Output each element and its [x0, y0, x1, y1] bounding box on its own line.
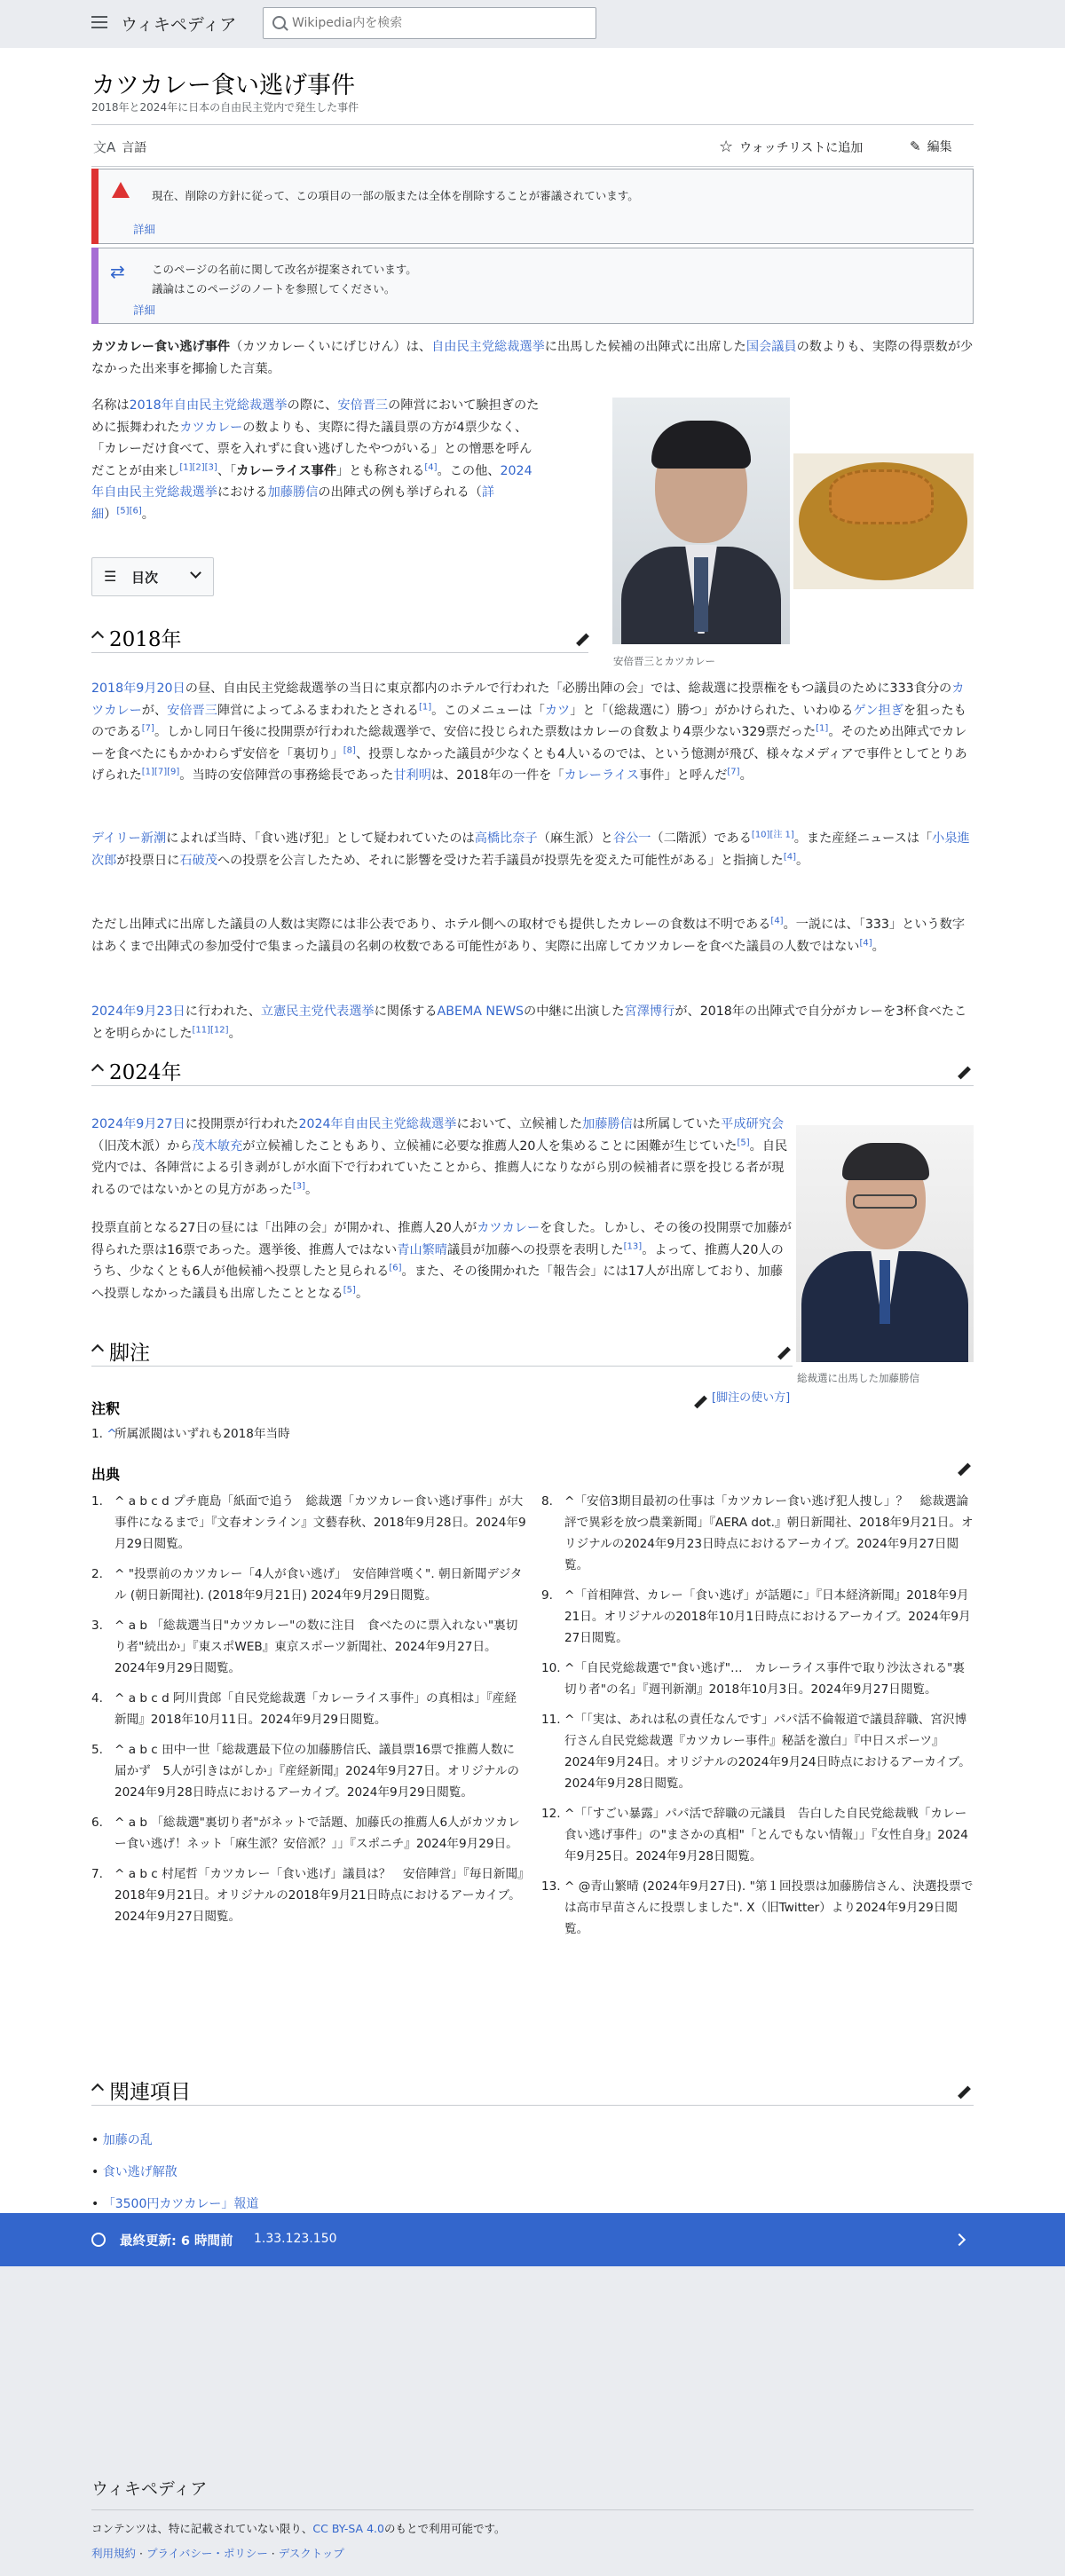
wiki-link[interactable]: 立憲民主党代表選挙 [260, 1004, 375, 1019]
related-link[interactable]: 加藤の乱 [102, 2133, 153, 2147]
wiki-link[interactable]: 2024年9月23日 [91, 1004, 185, 1019]
reference-item: 10. ^「自民党総裁選で"食い逃げ"… カレーライス事件で取り沙汰される"裏切り者"の名」『週刊新潮』2018年10月3日。2024年9月27日閲覧。 [541, 1661, 966, 1697]
pencil-icon: ✎ [910, 138, 921, 154]
citation-link[interactable]: [1][7][9] [141, 767, 180, 777]
citation-link[interactable]: [4] [859, 937, 872, 948]
footer-link[interactable]: デスクトップ [278, 2547, 344, 2560]
collapse-icon [91, 1064, 104, 1076]
wiki-link[interactable]: カツカレー [477, 1221, 540, 1235]
wiki-link[interactable]: ゲン担ぎ [853, 703, 903, 718]
clock-icon [91, 2233, 106, 2247]
edit-button[interactable]: ✎ 編集 [910, 138, 952, 154]
citation-link[interactable]: [10][注 1] [751, 830, 794, 840]
citation-link[interactable]: [4] [770, 916, 784, 926]
footnote-help-link[interactable]: [脚注の使い方] [712, 1391, 791, 1405]
last-edited-bar[interactable]: 最終更新: 6 時間前 1.33.123.150 [0, 2213, 1065, 2266]
wiki-link[interactable]: 2024 [500, 463, 532, 478]
star-icon: ☆ [719, 138, 734, 156]
wiki-link[interactable]: 2024年自由民主党総裁選挙 [298, 1117, 457, 1131]
kato-photo[interactable] [796, 1125, 974, 1362]
toc-button[interactable]: ☰ 目次 [91, 557, 214, 596]
watchlist-button[interactable]: ☆ ウォッチリストに追加 [719, 138, 864, 156]
reference-item: 13. ^ @青山繁晴 (2024年9月27日). "第１回投票は加藤勝信さん、決選投票では高市早苗さんに投票しました". X（旧Twitter）より2024年9月29日閲覧。 [541, 1879, 974, 1936]
s2024-paragraph-2: 投票直前となる27日の昼には「出陣の会」が開かれ、推薦人20人がカツカレーを食した。しかし、その後の投開票で加藤が得られた票は16票であった。選挙後、推薦人ではない青山繁晴議員が加藤への投票を表明した[13]。よって、推薦人20人のうち、少なくとも6人が他候補へ投票したと見られる[6]。また、その後開かれた「報告会」には17人が出席しており、加藤へ投票しなかった議員も出席したこととなる[5]。 [91, 1221, 792, 1301]
notice-text: 現在、削除の方針に従って、この項目の一部の版または全体を削除することが審議されています。 [152, 189, 639, 202]
abe-photo[interactable] [612, 398, 790, 644]
citation-link[interactable]: [5] [343, 1284, 356, 1295]
language-button[interactable]: 文A 言語 [93, 139, 147, 155]
wiki-link[interactable]: 加藤勝信 [582, 1117, 633, 1131]
warning-icon [112, 182, 130, 198]
section-heading-2018[interactable]: 2018年 [91, 623, 588, 653]
footer-logo: ウィキペディア [91, 2479, 208, 2499]
sources-list-left [91, 1491, 526, 1936]
s2018-paragraph-4: 2024年9月23日に行われた、立憲民主党代表選挙に関係するABEMA NEWSの中継に出演した宮澤博行が、2018年の出陣式で自分がカレーを3杯食べたことを明らかにした[11][12]。 [91, 1004, 967, 1041]
edit-section-icon[interactable] [957, 1067, 971, 1081]
sources-heading: 出典 [91, 1466, 121, 1483]
s2024-paragraph-1: 2024年9月27日に投開票が行われた2024年自由民主党総裁選挙において、立候補した加藤勝信は所属していた平成研究会（旧茂木派）から茂木敏充が立候補したこともあり、立候補に必要な推薦人20人を集めることに困難が生じていた[5]。自民党内では、各陣営による引き剥がしが水面下で行われていたことから、推薦人になりながら別の候補者に票を投じる者が現れるのではないかとの見方があった[3]。 [91, 1117, 788, 1197]
wiki-link[interactable]: カツ [544, 703, 571, 718]
edit-section-icon[interactable] [957, 1463, 971, 1477]
intro-line: 名称は2018年自由民主党総裁選挙の際に、安倍晋三の陣営において験担ぎのた [91, 398, 540, 413]
citation-link[interactable]: [11][12] [192, 1024, 229, 1035]
page-toolbar [91, 132, 974, 161]
deletion-notice [91, 169, 974, 244]
intro-paragraph-2 [91, 395, 588, 525]
language-icon: 文A [93, 139, 116, 155]
list-item: • 食い逃げ解散 [91, 2165, 178, 2179]
citation-link[interactable]: [3] [292, 1180, 306, 1191]
citation-link[interactable]: [4] [783, 851, 796, 862]
site-logo[interactable]: ウィキペディア [121, 15, 237, 35]
citation-link[interactable]: [5] [737, 1137, 750, 1147]
top-bar [0, 0, 1065, 48]
notice-bar [91, 169, 99, 244]
chevron-right-icon [953, 2233, 966, 2246]
section-heading-related[interactable]: 関連項目 [91, 2076, 974, 2106]
notes-list [91, 1423, 624, 1453]
list-item: • 加藤の乱 [91, 2133, 153, 2147]
notice-text-line-2: 議論はこのページのノートを参照してください。 [152, 282, 396, 295]
figure-caption: 総裁選に出馬した加藤勝信 [797, 1372, 919, 1384]
reference-item: 3. ^ a b 「総裁選当日"カツカレー"の数に注目 食べたのに票入れない"裏切り者"続出か」『東スポWEB』東京スポーツ新聞社、2024年9月27日。2024年9月29日閲覧。 [91, 1619, 518, 1675]
footer-link[interactable]: プライバシー・ポリシー [146, 2547, 268, 2560]
citation-link[interactable]: [1] [418, 701, 432, 712]
reference-item: 6. ^ a b 「総裁選"裏切り者"がネットで話題、加藤氏の推薦人6人がカツカレー食い逃げ！ネット「麻生派？安倍派？」」『スポニチ』2024年9月29日。 [91, 1816, 520, 1851]
wiki-link[interactable]: 年自由民主党総裁選挙 [91, 485, 217, 500]
section-heading-2024[interactable]: 2024年 [91, 1056, 974, 1086]
wiki-link[interactable]: 詳 [481, 485, 495, 500]
search-box[interactable] [263, 7, 596, 39]
wiki-link[interactable]: カツカレー [91, 681, 965, 718]
wiki-link[interactable]: 石破茂 [179, 853, 217, 868]
wiki-link[interactable]: ABEMA NEWS [437, 1004, 525, 1019]
notice-more-link[interactable]: 詳細 [133, 223, 156, 236]
wiki-link[interactable]: 2024年9月27日 [91, 1117, 185, 1131]
collapse-icon [91, 631, 104, 643]
search-icon [272, 16, 286, 29]
wiki-link[interactable]: 平成研究会 [721, 1117, 785, 1131]
wiki-link[interactable]: 2018年9月20日 [91, 681, 185, 696]
reference-item: 5. ^ a b c 田中一世「総裁選最下位の加藤勝信氏、議員票16票で推薦人数に届かず 5人が引きはがしか」『産経新聞』2024年9月27日。オリジナルの2024年9月28日時点におけるアーカイブ。2024年9月29日閲覧。 [91, 1743, 519, 1800]
citation-link[interactable]: [8] [343, 744, 356, 755]
citation-link[interactable]: [13] [623, 1241, 643, 1251]
notes-heading: 注釈 [91, 1400, 121, 1417]
figure-caption: 安倍晋三とカツカレー [613, 655, 715, 667]
sources-list-right [541, 1491, 974, 1949]
s2018-paragraph-3: ただし出陣式に出席した議員の人数は実際には非公表であり、ホテル側への取材でも提供したカレーの食数は不明である[4]。一説には、「333」という数字はあくまで出陣式の参加受付で集まった議員の名刺の枚数である可能性があり、実際に出席してカツカレーを食べた議員の人数ではない[4]。 [91, 916, 966, 954]
footer-links: 利用規約 · プライバシー・ポリシー · デスクトップ [91, 2547, 344, 2560]
intro-paragraph: カツカレー食い逃げ事件（カツカレーくいにげじけん）は、自由民主党総裁選挙に出馬した候補の出陣式に出席した国会議員の数よりも、実際の得票数が少なかった出来事を揶揄した言葉。 [91, 340, 974, 376]
wiki-link[interactable]: 甘利明 [393, 768, 431, 783]
wiki-link[interactable]: 谷公一 [612, 831, 651, 846]
related-list [91, 2124, 258, 2220]
notice-text-line-1: このページの名前に関して改名が提案されています。 [152, 263, 417, 276]
citation-link[interactable]: [1] [816, 723, 829, 734]
wiki-link[interactable]: カツカレー [179, 420, 243, 435]
reference-item: 1. ^ a b c d プチ鹿島「紙面で追う 総裁選「カツカレー食い逃げ事件」が大事件になるまで」『文春オンライン』文藝春秋、2018年9月28日。2024年9月29日閲覧。 [91, 1494, 526, 1551]
katsu-curry-photo[interactable] [793, 453, 974, 589]
edit-section-icon[interactable] [693, 1396, 707, 1410]
intro-line: だことが由来し[1][2][3]、「カレーライス事件」とも称される[4]。この他、2024 [91, 461, 532, 478]
reference-item: 12. ^「「すごい暴露」パパ活で辞職の元議員 告白した自民党総裁戦「カレー食い逃げ事件」の"まさかの真相"「とんでもない情報」」『女性自身』2024年9月25日。2024年9月28日閲覧。 [541, 1807, 968, 1863]
wiki-link[interactable]: 宮澤博行 [624, 1004, 675, 1019]
list-item: 1. ^ 所属派閥はいずれも2018年当時 [91, 1427, 290, 1441]
reference-item: 9. ^「首相陣営、カレー「食い逃げ」が話題に」『日本経済新聞』2018年9月21日。オリジナルの2018年10月1日時点におけるアーカイブ。2024年9月27日閲覧。 [541, 1588, 971, 1645]
edit-section-icon[interactable] [957, 2086, 971, 2100]
intro-line: めに振舞われたカツカレーの数よりも、実際に得た議員票の方が4票少なく、 [91, 420, 528, 435]
edit-section-icon[interactable] [575, 634, 589, 648]
wiki-link[interactable]: 細 [91, 507, 105, 522]
related-link[interactable]: 食い逃げ解散 [102, 2165, 178, 2179]
reference-item: 4. ^ a b c d 阿川貴郎「自民党総裁選「カレーライス事件」の真相は」『産経新聞』2018年10月11日。2024年9月29日閲覧。 [91, 1691, 517, 1727]
list-icon: ☰ [104, 568, 117, 585]
wiki-link[interactable]: 安倍晋三 [167, 703, 217, 718]
notice-more-link[interactable]: 詳細 [133, 303, 156, 317]
reference-item: 8. ^「安倍3期目最初の仕事は「カツカレー食い逃げ犯人捜し」？ 総裁選論評で異彩を放つ農業新聞」『AERA dot.』朝日新聞社、2018年9月21日。オリジナルの2024年9月23日時点におけるアーカイブ。2024年9月27日閲覧。 [541, 1494, 974, 1572]
footer-link[interactable]: 利用規約 [91, 2547, 137, 2560]
wiki-link[interactable]: 高橋比奈子 [474, 831, 538, 846]
section-heading-notes[interactable]: 脚注 [91, 1336, 793, 1367]
page-subtitle: 2018年と2024年に日本の自由民主党内で発生した事件 [91, 101, 359, 114]
wiki-link[interactable]: 茂木敏充 [192, 1138, 243, 1154]
citation-link[interactable]: [5][6] [116, 505, 142, 516]
s2018-paragraph-1: 2018年9月20日の昼、自由民主党総裁選挙の当日に東京都内のホテルで行われた「必勝出陣の会」では、総裁選に投票権をもつ議員のために333食分のカツカレーが、安倍晋三陣営によってふるまわれたとされる[1]。このメニューは「カツ」と「（総裁選に）勝つ」がかけられた、いわゆるゲン担ぎを狙ったものである[7]。しかし同日午後に投開票が行われた総裁選挙で、安倍に投じられた票数はカレーの食数より4票少ない329票だった[1]。そのため出陣式でカレーを食べたにもかかわらず安倍を「裏切り」[8]、投票しなかった議員が少なくとも4人いるのでは、という憶測が飛び、様々なメディアで事件としてとりあげられた[1][7][9]。当時の安倍陣営の事務総長であった甘利明は、2018年の一件を「カレーライス事件」と呼んだ[7]。 [91, 681, 967, 783]
reference-item: 11. ^「「実は、あれは私の責任なんです」パパ活不倫報道で議員辞職、宮沢博行さん自民党総裁選『カツカレー事件』秘話を激白」『中日スポーツ』2024年9月24日。オリジナルの2024年9月24日時点におけるアーカイブ。2024年9月28日閲覧。 [541, 1713, 971, 1791]
wiki-link[interactable]: 青山繁晴 [397, 1242, 447, 1257]
license-text: コンテンツは、特に記載されていない限り、CC BY-SA 4.0のもとで利用可能です。 [91, 2522, 506, 2535]
collapse-icon [91, 2084, 104, 2096]
wiki-link[interactable]: 小泉進次郎 [91, 831, 970, 868]
intro-line: 年自由民主党総裁選挙における加藤勝信の出陣式の例も挙げられる（詳 [91, 485, 495, 500]
edit-section-icon[interactable] [777, 1347, 791, 1361]
reference-item: 7. ^ a b c 村尾哲「カツカレー「食い逃げ」議員は？ 安倍陣営」『毎日新聞』2018年9月21日。オリジナルの2018年9月21日時点におけるアーカイブ。2024年9月27日閲覧。 [91, 1867, 524, 1924]
citation-link[interactable]: [1][2][3] [179, 461, 217, 472]
list-item: • 「3500円カツカレー」報道 [91, 2197, 259, 2211]
intro-line: 「カレーだけ食べて、票を入れずに食い逃げしたやつがいる」との憎悪を呼ん [91, 442, 532, 456]
wiki-link[interactable]: 2018年自由民主党総裁選挙 [129, 398, 288, 413]
s2018-paragraph-2: デイリー新潮によれば当時、「食い逃げ犯」として疑われていたのは高橋比奈子（麻生派）と谷公一（二階派）である[10][注 1]。また産経ニュースは「小泉進次郎が投票日に石破茂への投票を公言したため、それに影響を受けた若手議員が投票先を変えた可能性がある」と指摘した[4]。 [91, 830, 970, 868]
article-sheet [0, 48, 1065, 2213]
citation-link[interactable]: [7] [727, 767, 740, 777]
wiki-link[interactable]: 安倍晋三 [337, 398, 389, 413]
page-footer [91, 2476, 974, 2560]
collapse-icon [91, 1344, 104, 1357]
citation-link[interactable]: [4] [424, 461, 438, 472]
chevron-down-icon [190, 567, 201, 579]
citation-link[interactable]: [7] [141, 723, 154, 734]
intro-line: 細）[5][6]。 [91, 505, 154, 522]
search-input[interactable] [292, 13, 585, 33]
rename-notice [91, 248, 974, 324]
menu-icon[interactable] [89, 12, 110, 34]
page-title: カツカレー食い逃げ事件 [91, 72, 355, 99]
reference-item: 2. ^ "投票前のカツカレー「4人が食い逃げ」 安倍陣営嘆く". 朝日新聞デジタル (朝日新聞社). (2018年9月21日) 2024年9月29日閲覧。 [91, 1567, 523, 1603]
move-arrows-icon: ⇄ [110, 261, 125, 282]
notice-bar [91, 248, 99, 324]
wiki-link[interactable]: カレーライス [564, 768, 640, 783]
wiki-link[interactable]: デイリー新潮 [91, 831, 167, 846]
wiki-link[interactable]: 加藤勝信 [267, 485, 319, 500]
citation-link[interactable]: [6] [389, 1263, 402, 1273]
related-link[interactable]: 「3500円カツカレー」報道 [102, 2197, 259, 2211]
